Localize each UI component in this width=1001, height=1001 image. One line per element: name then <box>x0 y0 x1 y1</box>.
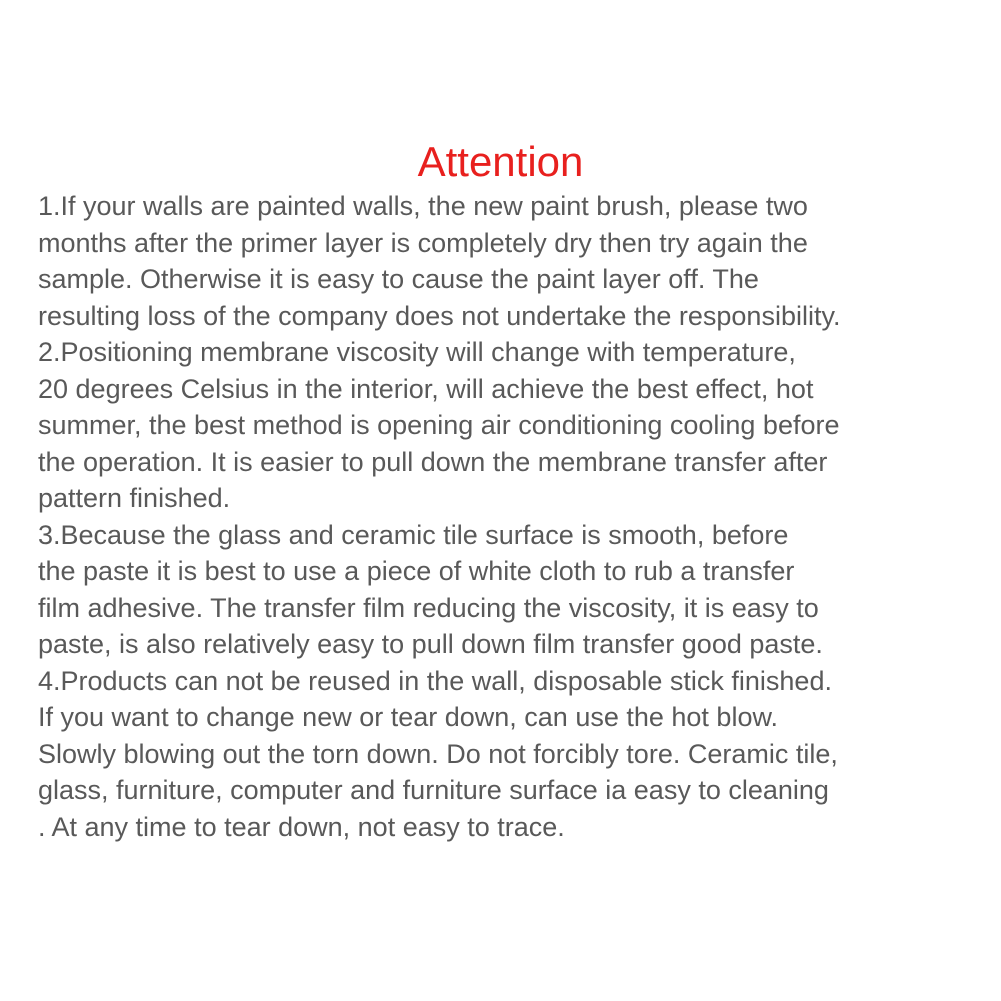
text-line: summer, the best method is opening air conditioning cooling before <box>38 410 840 440</box>
text-line: resulting loss of the company does not undertake the responsibility. <box>38 300 841 331</box>
text-line: 4.Products can not be reused in the wall, disposable stick finished. <box>38 665 832 696</box>
text-line: the operation. It is easier to pull down the membrane transfer after <box>38 446 828 477</box>
text-line: 3.Because the glass and ceramic tile surface is smooth, before <box>38 519 789 550</box>
text-line: 2.Positioning membrane viscosity will change with temperature, <box>38 337 796 367</box>
text-line: sample. Otherwise it is easy to cause the paint layer off. The <box>38 264 759 294</box>
text-line: pattern finished. <box>38 483 231 513</box>
text-line: If you want to change new or tear down, can use the hot blow. <box>38 702 778 732</box>
text-line: 20 degrees Celsius in the interior, will achieve the best effect, hot <box>38 373 814 404</box>
text-line: glass, furniture, computer and furniture surface ia easy to cleaning <box>38 775 829 805</box>
text-line: film adhesive. The transfer film reducing the viscosity, it is easy to <box>38 592 819 623</box>
text-line: Slowly blowing out the torn down. Do not forcibly tore. Ceramic tile, <box>38 738 838 769</box>
page-title: Attention <box>417 138 584 185</box>
text-line: the paste it is best to use a piece of white cloth to rub a transfer <box>38 556 795 586</box>
text-line: paste, is also relatively easy to pull down film transfer good paste. <box>38 629 823 659</box>
notice-body <box>38 188 978 845</box>
text-line: . At any time to tear down, not easy to trace. <box>38 811 565 842</box>
text-line: months after the primer layer is completely dry then try again the <box>38 227 808 258</box>
text-line: 1.If your walls are painted walls, the new paint brush, please two <box>38 191 808 221</box>
